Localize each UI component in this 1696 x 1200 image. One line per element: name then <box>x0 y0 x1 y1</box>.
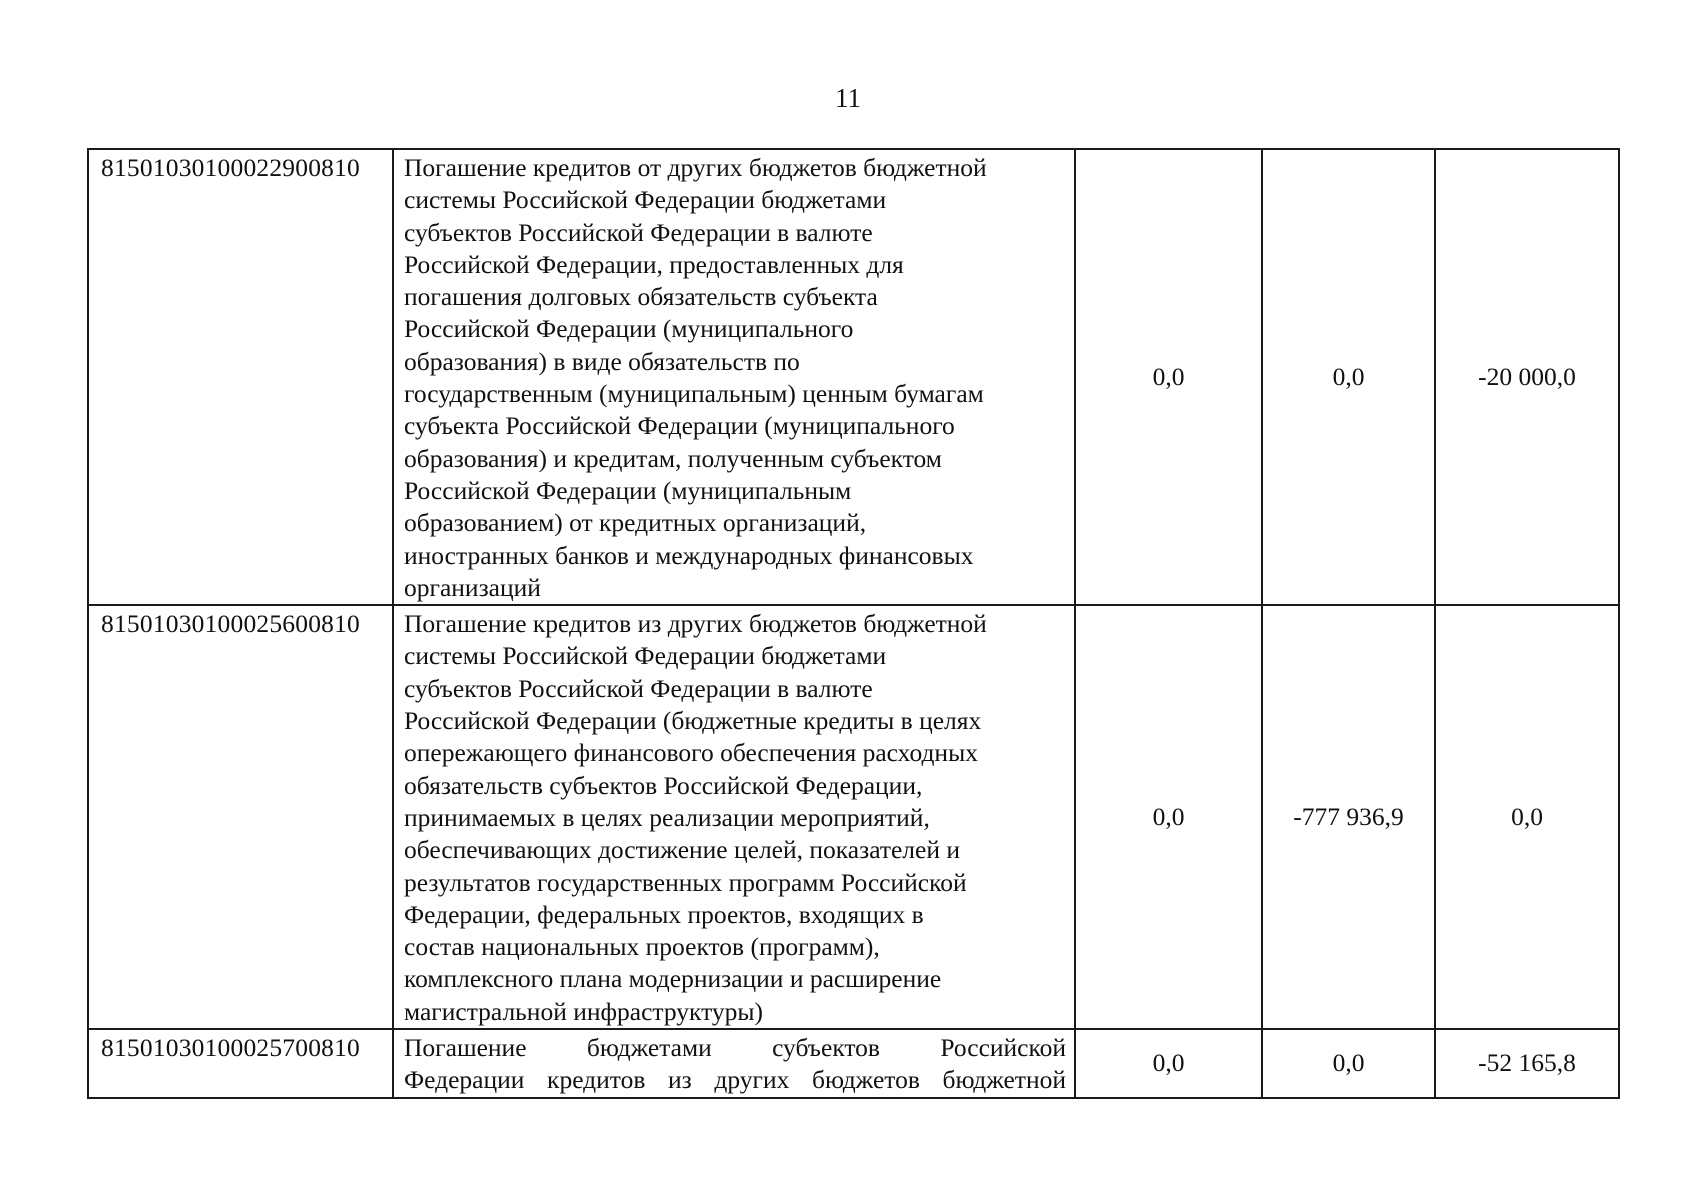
table-row <box>88 149 1619 605</box>
value-cell: 0,0 <box>1075 605 1262 1029</box>
description-line: Российской Федерации (бюджетные кредиты в целях <box>404 706 982 736</box>
description-line: образования) в виде обязательств по <box>404 346 800 376</box>
budget-code: 81501030100022900810 <box>88 149 393 605</box>
description-line: субъекта Российской Федерации (муниципального <box>404 411 955 441</box>
description-line: принимаемых в целях реализации мероприятий, <box>404 802 930 832</box>
description-line: государственным (муниципальным) ценным бумагам <box>404 379 984 409</box>
table-row <box>88 605 1619 1029</box>
description-line: обязательств субъектов Российской Федерации, <box>404 770 923 800</box>
description-line: субъектов Российской Федерации в валюте <box>404 673 873 703</box>
description-line: комплексного плана модернизации и расширение <box>404 964 942 994</box>
description-line: обеспечивающих достижение целей, показателей и <box>404 835 961 865</box>
description-line: организаций <box>404 572 541 602</box>
value-cell: 0,0 <box>1075 149 1262 605</box>
description-line: погашения долговых обязательств субъекта <box>404 282 878 312</box>
budget-code: 81501030100025700810 <box>88 1029 393 1098</box>
description-line: состав национальных проектов (программ), <box>404 932 880 962</box>
table-row <box>88 1029 1619 1098</box>
description-line: Погашение кредитов от других бюджетов бюджетной <box>404 153 987 182</box>
description-line: Погашение бюджетами субъектов Российской <box>404 1033 1066 1063</box>
row-description <box>393 605 1075 1029</box>
budget-table <box>87 148 1620 1099</box>
description-line: Погашение кредитов из других бюджетов бюджетной <box>404 609 987 639</box>
description-line: образования) и кредитам, полученным субъектом <box>404 443 942 473</box>
description-line: образованием) от кредитных организаций, <box>404 508 867 538</box>
value-cell: -777 936,9 <box>1262 605 1435 1029</box>
value-cell: 0,0 <box>1262 1029 1435 1098</box>
row-description <box>393 1029 1075 1098</box>
value-cell: -20 000,0 <box>1435 149 1619 605</box>
value-cell: 0,0 <box>1075 1029 1262 1098</box>
description-line: иностранных банков и международных финансовых <box>404 540 974 570</box>
value-cell: 0,0 <box>1262 149 1435 605</box>
budget-code: 81501030100025600810 <box>88 605 393 1029</box>
description-line: системы Российской Федерации бюджетами <box>404 185 887 215</box>
value-cell: 0,0 <box>1435 605 1619 1029</box>
description-line: Российской Федерации, предоставленных для <box>404 249 904 279</box>
row-description <box>393 149 1075 605</box>
description-line: Российской Федерации (муниципального <box>404 314 854 344</box>
description-line: результатов государственных программ Российской <box>404 867 967 897</box>
value-cell: -52 165,8 <box>1435 1029 1619 1098</box>
description-line: Федерации, федеральных проектов, входящих в <box>404 899 924 929</box>
description-line: Федерации кредитов из других бюджетов бюджетной <box>404 1065 1066 1095</box>
description-line: опережающего финансового обеспечения расходных <box>404 738 978 768</box>
description-line: системы Российской Федерации бюджетами <box>404 641 887 671</box>
description-line: магистральной инфраструктуры) <box>404 996 764 1026</box>
description-line: субъектов Российской Федерации в валюте <box>404 217 873 247</box>
page-number: 11 <box>835 83 861 113</box>
description-line: Российской Федерации (муниципальным <box>404 475 852 505</box>
